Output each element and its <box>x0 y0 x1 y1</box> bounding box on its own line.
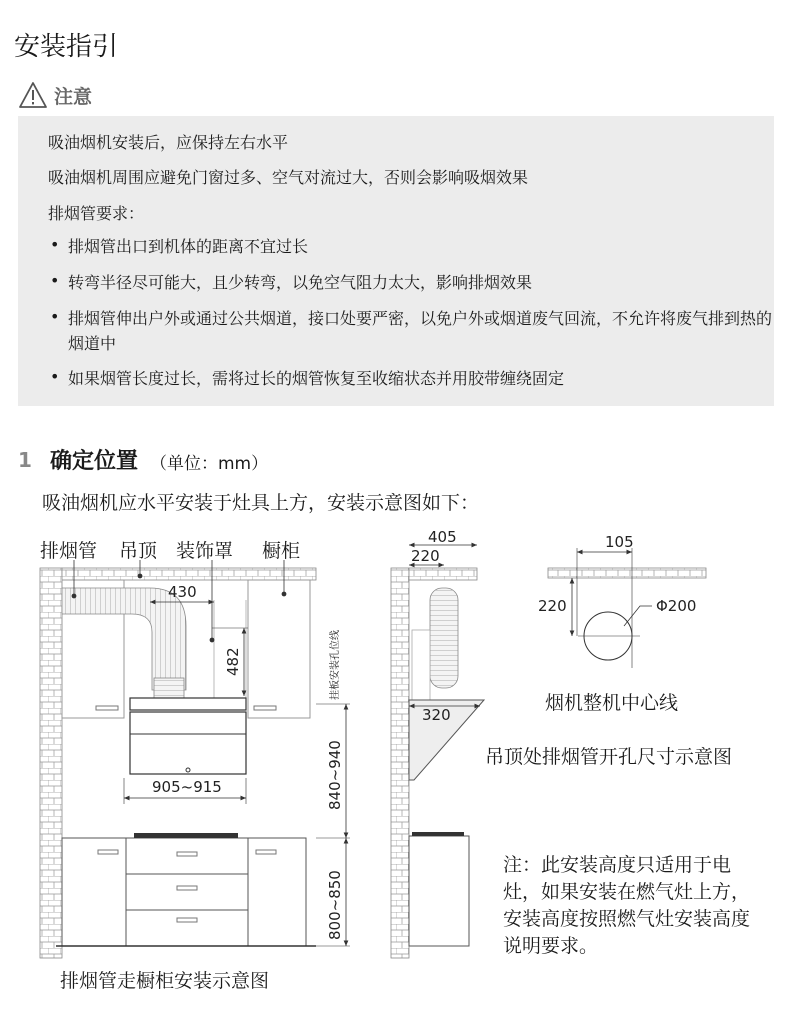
bullet-item: 如果烟管长度过长，需将过长的烟管恢复至收缩状态并用胶带缠绕固定 <box>68 369 565 388</box>
installation-footnote: 注：此安装高度只适用于电灶，如果安装在燃气灶上方，安装高度按照燃气灶安装高度说明要求。 <box>503 854 751 957</box>
note-line: 吸油烟机周围应避免门窗过多、空气对流过大，否则会影响吸烟效果 <box>48 168 529 187</box>
dim-320: 320 <box>422 706 451 724</box>
label-exhaust-pipe: 排烟管 <box>40 540 98 562</box>
hole-ceiling <box>548 568 706 578</box>
dim-482: 482 <box>224 647 242 676</box>
bullet-dot: • <box>50 271 60 290</box>
notes-box <box>18 116 774 406</box>
notice-label: 注意 <box>54 85 93 108</box>
caption-hole-size: 吊顶处排烟管开孔尺寸示意图 <box>485 746 733 768</box>
bullet-item: 排烟管伸出户外或通过公共烟道，接口处要严密，以免户外或烟道废气回流，不允许将废气排到热的烟道中 <box>68 309 773 353</box>
side-ceiling <box>409 568 477 580</box>
hood-top <box>130 698 246 710</box>
hood-body <box>130 712 246 774</box>
cabinet-diagram <box>40 560 350 958</box>
ceiling-slab <box>62 568 316 580</box>
dim-220-side: 220 <box>411 547 440 565</box>
pipe-connector <box>154 678 184 698</box>
dim-405: 405 <box>428 528 457 546</box>
dim-phi200: Φ200 <box>656 597 697 615</box>
dim-105: 105 <box>605 533 634 551</box>
bullet-item: 转弯半径尽可能大，且少转弯，以免空气阻力太大，影响排烟效果 <box>68 273 533 292</box>
dim-905-915: 905~915 <box>152 778 222 796</box>
note-line: 排烟管要求： <box>48 204 145 223</box>
section-number: 1 <box>18 448 32 472</box>
label-ceiling: 吊顶 <box>119 540 158 562</box>
label-hanging-board-line: 挂板安装孔位线 <box>330 630 341 700</box>
note-line: 吸油烟机安装后，应保持左右水平 <box>48 133 289 152</box>
bullet-dot: • <box>50 235 60 254</box>
bullet-dot: • <box>50 367 60 386</box>
side-wall <box>391 568 409 958</box>
label-decorative-cover: 装饰罩 <box>176 540 234 562</box>
section-intro: 吸油烟机应水平安装于灶具上方，安装示意图如下： <box>42 492 480 514</box>
caption-center-line: 烟机整机中心线 <box>545 692 679 714</box>
ceiling-hole-diagram <box>538 533 706 668</box>
section-unit: （单位：mm） <box>150 454 269 474</box>
label-cabinet: 橱柜 <box>262 540 301 562</box>
side-view-diagram <box>391 528 484 958</box>
wall <box>40 568 62 958</box>
page-title: 安装指引 <box>14 32 119 62</box>
cooktop <box>134 833 238 838</box>
upper-cabinet-right <box>248 580 310 718</box>
bullet-dot: • <box>50 307 60 326</box>
caption-cabinet-install: 排烟管走橱柜安装示意图 <box>60 970 270 992</box>
bullet-item: 排烟管出口到机体的距离不宜过长 <box>68 237 309 256</box>
side-lower-cabinet <box>409 836 469 946</box>
warning-triangle-icon <box>18 81 48 109</box>
dim-430: 430 <box>168 583 197 601</box>
notice-header <box>18 78 92 112</box>
dim-800-850: 800~850 <box>326 870 344 940</box>
dim-840-940: 840~940 <box>326 740 344 810</box>
side-exhaust-pipe <box>430 588 458 688</box>
dim-220-hole: 220 <box>538 597 567 615</box>
section-title: 确定位置 <box>50 449 139 474</box>
